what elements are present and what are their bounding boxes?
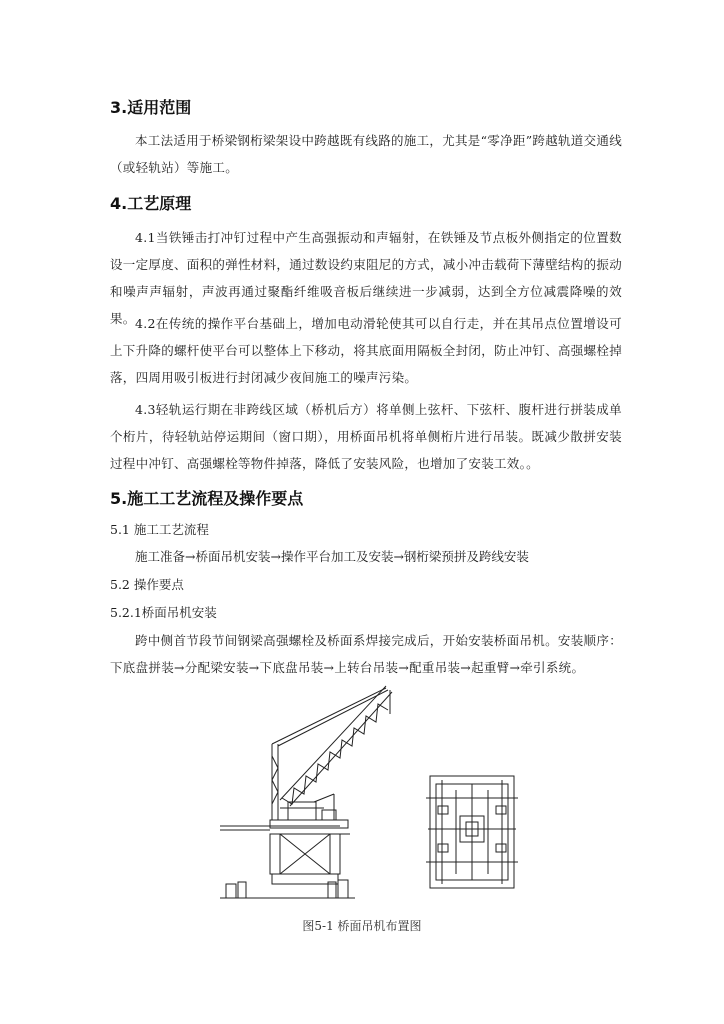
section-4-2-paragraph: 4.2在传统的操作平台基础上，增加电动滑轮使其可以自行走，并在其吊点位置增设可上下升降的螺杆使平台可以整体上下移动，将其底面用隔板全封闭，防止冲钉、高强螺栓掉落，四周用吸引板进行封闭减少夜间施工的噪声污染。 (110, 316, 623, 385)
section-5-1-title: 5.1 施工工艺流程 (110, 522, 209, 537)
section-4-heading: 4.工艺原理 (110, 194, 192, 213)
section-5-2-title: 5.2 操作要点 (110, 577, 184, 592)
section-3-paragraph: 本工法适用于桥梁钢桁梁架设中跨越既有线路的施工，尤其是“零净距”跨越轨道交通线（或轻轨站）等施工。 (110, 133, 622, 175)
crane-side-elevation (220, 686, 392, 898)
crane-layout-drawing (210, 684, 530, 904)
section-5-1-flow: 施工准备→桥面吊机安装→操作平台加工及安装→钢桁梁预拼及跨线安装 (135, 549, 529, 564)
section-4-1-paragraph: 4.1当铁锤击打冲钉过程中产生高强振动和声辐射，在铁锤及节点板外侧指定的位置数设一定厚度、面积的弹性材料，通过数设约束阻尼的方式，减小冲击载荷下薄壁结构的振动和噪声声辐射，声波再通过聚酯纤维吸音板后继续进一步减弱，达到全方位减震降噪的效果。 (110, 230, 623, 326)
section-5-2-1-title: 5.2.1桥面吊机安装 (110, 605, 217, 620)
crane-plan-view (426, 776, 518, 888)
section-5-heading: 5.施工工艺流程及操作要点 (110, 489, 304, 508)
figure-caption: 图5-1 桥面吊机布置图 (302, 919, 422, 933)
section-4-3-paragraph: 4.3轻轨运行期在非跨线区域（桥机后方）将单侧上弦杆、下弦杆、腹杆进行拼装成单个桁片，待轻轨站停运期间（窗口期），用桥面吊机将单侧桁片进行吊装。既减少散拼安装过程中冲钉、高强螺栓等物件掉落，降低了安装风险，也增加了安装工效。。 (110, 402, 622, 471)
section-3-heading: 3.适用范围 (110, 98, 192, 117)
section-5-2-1-paragraph: 跨中侧首节段节间钢梁高强螺栓及桥面系焊接完成后，开始安装桥面吊机。安装顺序：下底盘拼装→分配梁安装→下底盘吊装→上转台吊装→配重吊装→起重臂→牵引系统。 (110, 633, 622, 675)
